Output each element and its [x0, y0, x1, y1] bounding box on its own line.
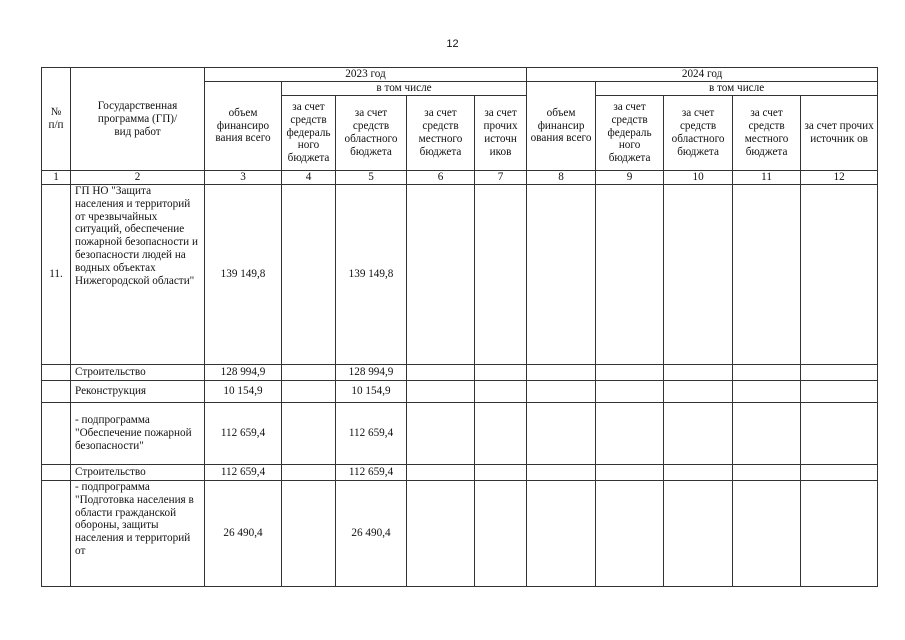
- cell-2024-total: [527, 403, 596, 465]
- table-body: [42, 185, 878, 587]
- row-program-name: - подпрограмма "Подготовка населения в области гражданской обороны, защиты населения и территорий от: [71, 481, 205, 587]
- cell-2023-regional: 112 659,4: [336, 403, 407, 465]
- financing-table: [41, 67, 878, 587]
- cell-2023-regional: 26 490,4: [336, 481, 407, 587]
- cell-2024-regional: [664, 465, 733, 481]
- row-number: [42, 481, 71, 587]
- cell-2024-other: [801, 465, 878, 481]
- cell-2023-local: [407, 365, 475, 381]
- cell-2024-total: [527, 185, 596, 365]
- cell-2024-local: [733, 481, 801, 587]
- cell-2023-regional: 112 659,4: [336, 465, 407, 481]
- cell-2024-federal: [596, 381, 664, 403]
- header-2024-total: объем финансир ования всего: [527, 82, 596, 171]
- cell-2023-total: 112 659,4: [205, 403, 282, 465]
- row-number: [42, 465, 71, 481]
- cell-2023-other: [475, 403, 527, 465]
- cell-2024-local: [733, 185, 801, 365]
- cell-2024-federal: [596, 481, 664, 587]
- table-header: [42, 68, 878, 185]
- cell-2024-local: [733, 403, 801, 465]
- cell-2023-other: [475, 481, 527, 587]
- header-2024-other: за счет прочих источник ов: [801, 96, 878, 171]
- cell-2023-regional: 139 149,8: [336, 185, 407, 365]
- cell-2023-federal: [282, 403, 336, 465]
- table-row: [42, 381, 878, 403]
- cell-2024-total: [527, 381, 596, 403]
- cell-2023-total: 139 149,8: [205, 185, 282, 365]
- header-col-program: Государственная программа (ГП)/ вид работ: [71, 68, 205, 171]
- column-number: 1: [42, 171, 71, 185]
- cell-2023-federal: [282, 185, 336, 365]
- cell-2024-federal: [596, 465, 664, 481]
- header-2023-including: в том числе: [282, 82, 527, 96]
- column-number: 11: [733, 171, 801, 185]
- cell-2024-federal: [596, 403, 664, 465]
- row-program-name: Реконструкция: [71, 381, 205, 403]
- column-number: 5: [336, 171, 407, 185]
- cell-2023-local: [407, 481, 475, 587]
- column-number: 3: [205, 171, 282, 185]
- column-number: 6: [407, 171, 475, 185]
- row-number: [42, 365, 71, 381]
- cell-2023-total: 112 659,4: [205, 465, 282, 481]
- cell-2024-federal: [596, 185, 664, 365]
- cell-2024-other: [801, 185, 878, 365]
- cell-2024-regional: [664, 481, 733, 587]
- cell-2023-total: 128 994,9: [205, 365, 282, 381]
- cell-2023-total: 26 490,4: [205, 481, 282, 587]
- header-2023-federal: за счет средств федераль ного бюджета: [282, 96, 336, 171]
- row-program-name: Строительство: [71, 465, 205, 481]
- cell-2024-other: [801, 381, 878, 403]
- cell-2023-regional: 128 994,9: [336, 365, 407, 381]
- cell-2024-federal: [596, 365, 664, 381]
- column-number: 2: [71, 171, 205, 185]
- cell-2023-other: [475, 381, 527, 403]
- header-2024-regional: за счет средств областного бюджета: [664, 96, 733, 171]
- cell-2024-total: [527, 481, 596, 587]
- header-year-2023: 2023 год: [205, 68, 527, 82]
- header-2023-other: за счет прочих источн иков: [475, 96, 527, 171]
- cell-2023-federal: [282, 465, 336, 481]
- header-2024-including: в том числе: [596, 82, 878, 96]
- cell-2023-federal: [282, 365, 336, 381]
- header-2023-local: за счет средств местного бюджета: [407, 96, 475, 171]
- cell-2024-local: [733, 465, 801, 481]
- cell-2023-regional: 10 154,9: [336, 381, 407, 403]
- row-program-name: ГП НО "Защита населения и территорий от чрезвычайных ситуаций, обеспечение пожарной безопасности и безопасности людей на водных объектах Нижегородской области": [71, 185, 205, 365]
- header-2023-total: объем финансиро вания всего: [205, 82, 282, 171]
- row-program-name: Строительство: [71, 365, 205, 381]
- cell-2023-other: [475, 465, 527, 481]
- cell-2024-other: [801, 403, 878, 465]
- cell-2024-regional: [664, 185, 733, 365]
- page-number: 12: [446, 38, 459, 50]
- cell-2023-other: [475, 365, 527, 381]
- column-number: 4: [282, 171, 336, 185]
- cell-2023-local: [407, 465, 475, 481]
- column-number-row: [42, 171, 878, 185]
- cell-2024-total: [527, 365, 596, 381]
- cell-2023-total: 10 154,9: [205, 381, 282, 403]
- cell-2023-federal: [282, 381, 336, 403]
- cell-2024-total: [527, 465, 596, 481]
- cell-2024-local: [733, 365, 801, 381]
- row-program-name: - подпрограмма "Обеспечение пожарной безопасности": [71, 403, 205, 465]
- column-number: 9: [596, 171, 664, 185]
- cell-2024-regional: [664, 365, 733, 381]
- row-number: [42, 403, 71, 465]
- cell-2023-local: [407, 381, 475, 403]
- header-year-2024: 2024 год: [527, 68, 878, 82]
- header-2024-local: за счет средств местного бюджета: [733, 96, 801, 171]
- column-number: 12: [801, 171, 878, 185]
- table-row: [42, 481, 878, 587]
- header-2024-federal: за счет средств федераль ного бюджета: [596, 96, 664, 171]
- header-2023-regional: за счет средств областного бюджета: [336, 96, 407, 171]
- cell-2023-local: [407, 185, 475, 365]
- cell-2024-local: [733, 381, 801, 403]
- row-number: [42, 381, 71, 403]
- column-number: 10: [664, 171, 733, 185]
- cell-2023-local: [407, 403, 475, 465]
- header-col-number: № п/п: [42, 68, 71, 171]
- table-row: [42, 465, 878, 481]
- cell-2023-other: [475, 185, 527, 365]
- cell-2023-federal: [282, 481, 336, 587]
- row-number: 11.: [42, 185, 71, 365]
- column-number: 8: [527, 171, 596, 185]
- cell-2024-regional: [664, 381, 733, 403]
- table-row: [42, 185, 878, 365]
- cell-2024-other: [801, 365, 878, 381]
- column-number: 7: [475, 171, 527, 185]
- table-row: [42, 365, 878, 381]
- table-row: [42, 403, 878, 465]
- cell-2024-other: [801, 481, 878, 587]
- cell-2024-regional: [664, 403, 733, 465]
